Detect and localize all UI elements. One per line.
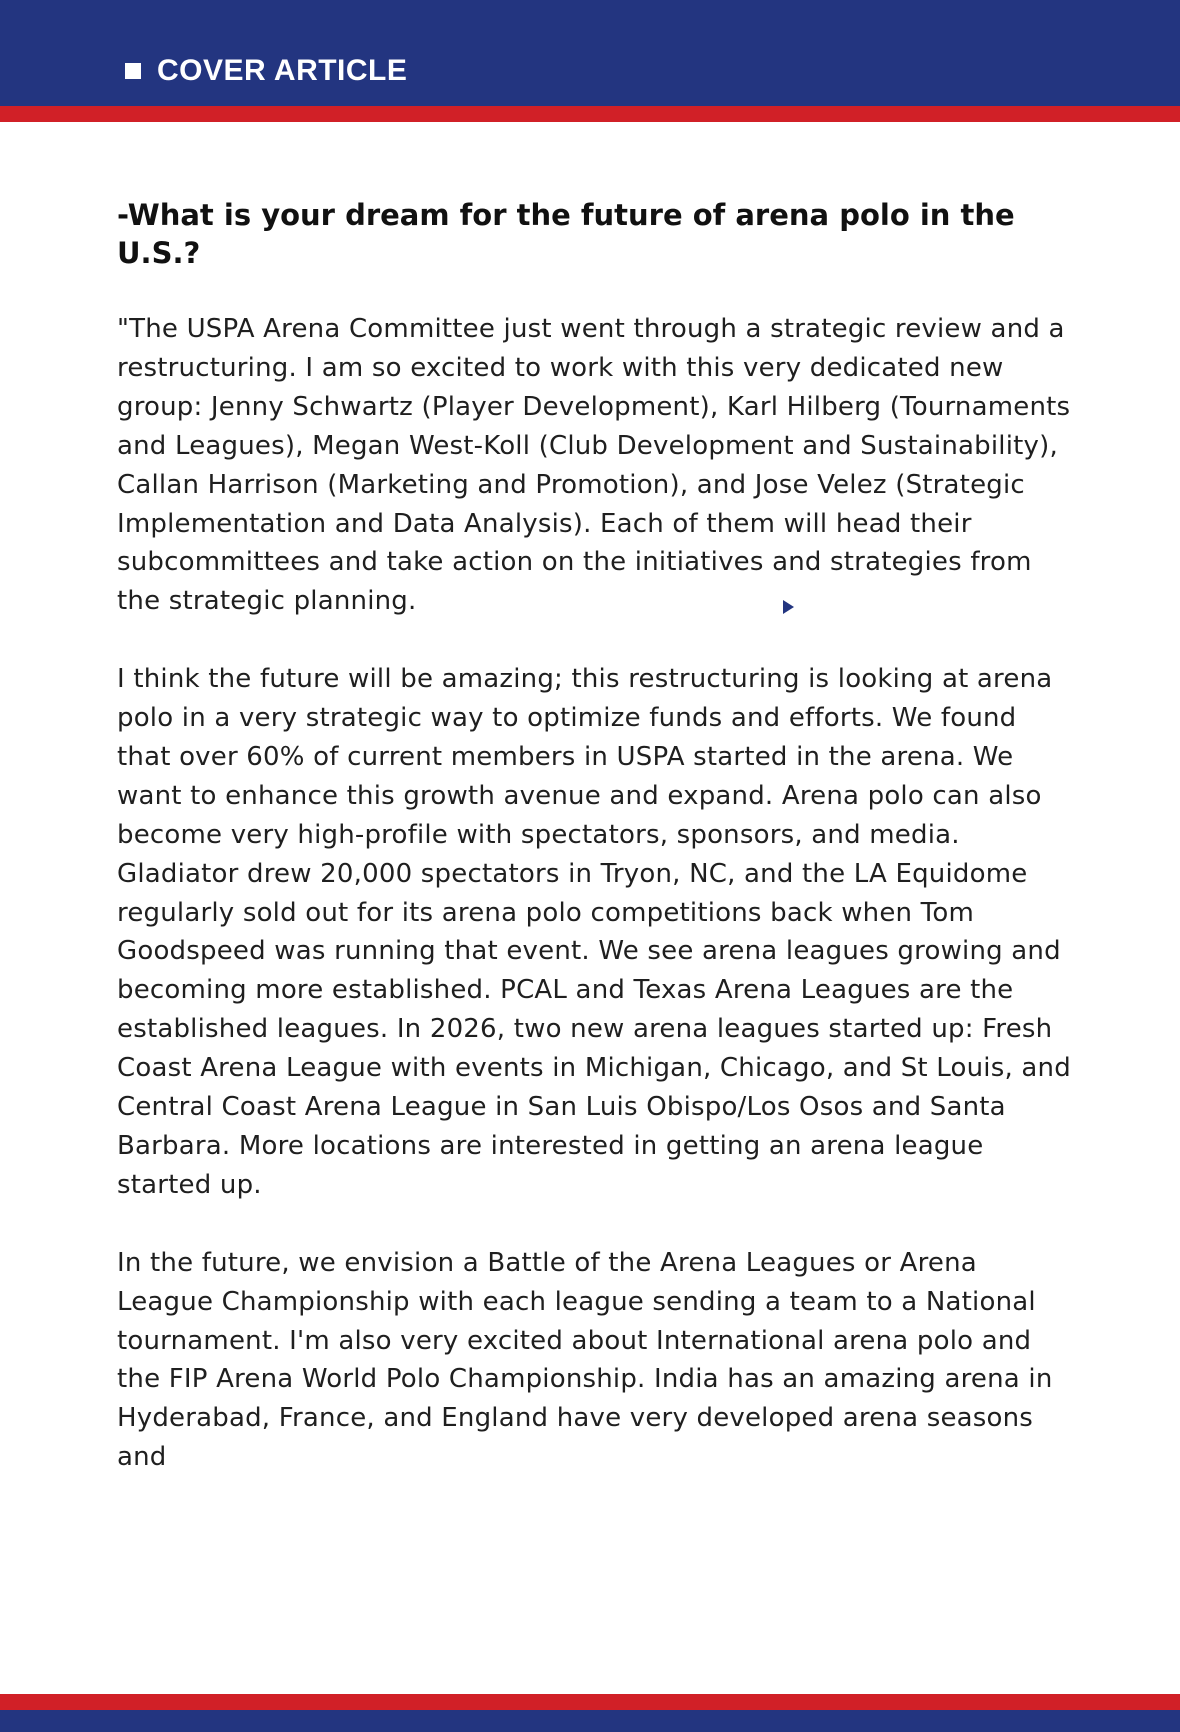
article-body — [117, 196, 1077, 1516]
cursor-arrow-icon — [783, 600, 794, 614]
section-label-text: COVER ARTICLE — [157, 54, 408, 87]
footer-bar — [0, 1710, 1180, 1732]
answer-paragraph-2: I think the future will be amazing; this restructuring is looking at arena polo in a very strategic way to optimize funds and efforts. We found that over 60% of current members in USPA started in the arena. We want to enhance this growth avenue and expand. Arena polo can also become very high-profile with spectators, sponsors, and media. Gladiator drew 20,000 spectators in Tryon, NC, and the LA Equidome regularly sold out for its arena polo competitions back when Tom Goodspeed was running that event. We see arena leagues growing and becoming more established. PCAL and Texas Arena Leagues are the established leagues. In 2026, two new arena leagues started up: Fresh Coast Arena League with events in Michigan, Chicago, and St Louis, and Central Coast Arena League in San Luis Obispo/Los Osos and Santa Barbara. More locations are interested in getting an arena league started up. — [117, 664, 1071, 1200]
header-red-stripe — [0, 106, 1180, 122]
section-label — [125, 48, 407, 94]
answer-paragraph-1: "The USPA Arena Committee just went through a strategic review and a restructuring. I am so excited to work with this very dedicated new group: Jenny Schwartz (Player Development), Karl Hilberg (Tournaments and Leagues), Megan West-Koll (Club Development and Sustainability), Callan Harrison (Marketing and Promotion), and Jose Velez (Strategic Implementation and Data Analysis). Each of them will head their subcommittees and take action on the initiatives and strategies from the strategic planning. — [117, 314, 1071, 617]
square-bullet-icon — [125, 63, 141, 79]
footer-red-stripe — [0, 1694, 1180, 1710]
interview-question: -What is your dream for the future of arena polo in the U.S.? — [117, 198, 1015, 270]
answer-paragraph-3: In the future, we envision a Battle of the Arena Leagues or Arena League Championship with each league sending a team to a National tournament. I'm also very excited about International arena polo and the FIP Arena World Polo Championship. India has an amazing arena in Hyderabad, France, and England have very developed arena seasons and — [117, 1247, 1053, 1473]
